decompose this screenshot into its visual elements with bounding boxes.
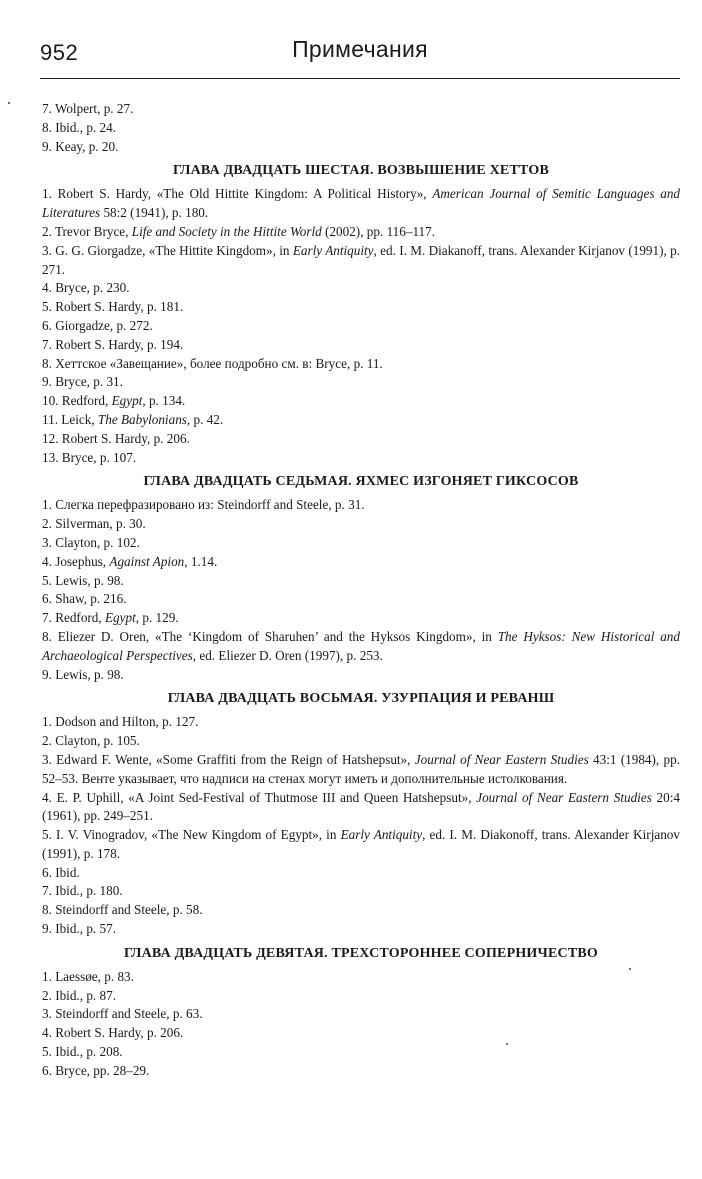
note-item: 4. E. P. Uphill, «A Joint Sed-Festival of Thutmose III and Queen Hatshepsut», Journal of Near Eastern Studies 20:4 (1961), pp. 249–251.	[42, 789, 680, 824]
note-item: 8. Ibid., p. 24.	[42, 119, 116, 135]
note-item: 12. Robert S. Hardy, p. 206.	[42, 430, 190, 446]
note-item: 8. Eliezer D. Oren, «The ‘Kingdom of Sharuhen’ and the Hyksos Kingdom», in The Hyksos: New Historical and Archaeological Perspectives, ed. Eliezer D. Oren (1997), p. 253.	[42, 628, 680, 663]
note-item: 8. Хеттское «Завещание», более подробно см. в: Bryce, p. 11.	[42, 355, 383, 371]
notes-body	[42, 100, 680, 1081]
note-item: 13. Bryce, p. 107.	[42, 449, 137, 465]
note-item: 11. Leick, The Babylonians, p. 42.	[42, 411, 224, 427]
note-item: 4. Bryce, p. 230.	[42, 280, 130, 296]
chapter-section	[42, 474, 680, 684]
note-item: 5. Lewis, p. 98.	[42, 572, 124, 588]
note-item: 9. Ibid., p. 57.	[42, 921, 116, 937]
note-item: 1. Robert S. Hardy, «The Old Hittite Kingdom: A Political History», American Journal of Semitic Languages and Literatures 58:2 (1941), p. 180.	[42, 186, 681, 221]
note-item: 7. Wolpert, p. 27.	[42, 101, 134, 116]
header-rule	[40, 78, 680, 79]
page-number: 952	[40, 40, 79, 65]
note-item: 6. Bryce, pp. 28–29.	[42, 1062, 150, 1078]
scan-speck	[629, 968, 631, 970]
note-item: 4. Josephus, Against Apion, 1.14.	[42, 553, 218, 569]
note-item: 6. Giorgadze, p. 272.	[42, 317, 153, 333]
chapter-title: ГЛАВА ДВАДЦАТЬ ДЕВЯТАЯ. ТРЕХСТОРОННЕЕ СОПЕРНИЧЕСТВО	[124, 945, 598, 961]
note-item: 9. Bryce, p. 31.	[42, 374, 123, 390]
note-item: 2. Silverman, p. 30.	[42, 516, 146, 532]
note-item: 7. Redford, Egypt, p. 129.	[42, 610, 179, 626]
note-item: 7. Robert S. Hardy, p. 194.	[42, 336, 184, 352]
running-title: Примечания	[292, 36, 428, 62]
note-item: 4. Robert S. Hardy, p. 206.	[42, 1025, 184, 1041]
note-item: 1. Dodson and Hilton, p. 127.	[42, 714, 199, 730]
note-item: 5. I. V. Vinogradov, «The New Kingdom of Egypt», in Early Antiquity, ed. I. M. Diakonoff, trans. Alexander Kirjanov (1991), p. 178.	[42, 827, 680, 861]
note-item: 2. Clayton, p. 105.	[42, 733, 140, 749]
note-item: 3. Clayton, p. 102.	[42, 534, 140, 550]
chapter-section	[42, 691, 680, 939]
note-item: 9. Keay, p. 20.	[42, 138, 119, 154]
chapter-title: ГЛАВА ДВАДЦАТЬ СЕДЬМАЯ. ЯХМЕС ИЗГОНЯЕТ ГИКСОСОВ	[143, 474, 579, 490]
note-item: 10. Redford, Egypt, p. 134.	[42, 393, 186, 409]
note-item: 2. Ibid., p. 87.	[42, 987, 116, 1003]
note-item: 1. Laessøe, p. 83.	[42, 968, 134, 984]
scan-speck	[8, 102, 10, 104]
note-item: 6. Ibid.	[42, 864, 80, 880]
scan-speck	[506, 1043, 508, 1045]
chapter-title: ГЛАВА ДВАДЦАТЬ ШЕСТАЯ. ВОЗВЫШЕНИЕ ХЕТТОВ	[173, 163, 549, 179]
note-item: 9. Lewis, p. 98.	[42, 666, 124, 682]
note-item: 7. Ibid., p. 180.	[42, 883, 123, 899]
note-item: 2. Trevor Bryce, Life and Society in the Hittite World (2002), pp. 116–117.	[42, 223, 436, 239]
note-item: 3. Edward F. Wente, «Some Graffiti from the Reign of Hatshepsut», Journal of Near Eastern Studies 43:1 (1984), pp. 52–53. Венте указывает, что надписи на стенах могут иметь и дополнительные истолкования.	[42, 751, 680, 786]
note-item: 3. G. G. Giorgadze, «The Hittite Kingdom», in Early Antiquity, ed. I. M. Diakanoff, trans. Alexander Kirjanov (1991), p. 271.	[42, 242, 681, 277]
page-header	[40, 36, 680, 80]
note-item: 6. Shaw, p. 216.	[42, 591, 127, 607]
note-item: 8. Steindorff and Steele, p. 58.	[42, 902, 203, 918]
note-item: 1. Слегка перефразировано из: Steindorff and Steele, p. 31.	[42, 497, 365, 513]
chapter-title: ГЛАВА ДВАДЦАТЬ ВОСЬМАЯ. УЗУРПАЦИЯ И РЕВАНШ	[167, 691, 555, 707]
chapter-section	[42, 946, 680, 1081]
note-item: 5. Ibid., p. 208.	[42, 1044, 123, 1060]
chapter-section	[42, 163, 680, 467]
chapter-section	[42, 100, 680, 156]
note-item: 3. Steindorff and Steele, p. 63.	[42, 1006, 203, 1022]
note-item: 5. Robert S. Hardy, p. 181.	[42, 299, 184, 315]
